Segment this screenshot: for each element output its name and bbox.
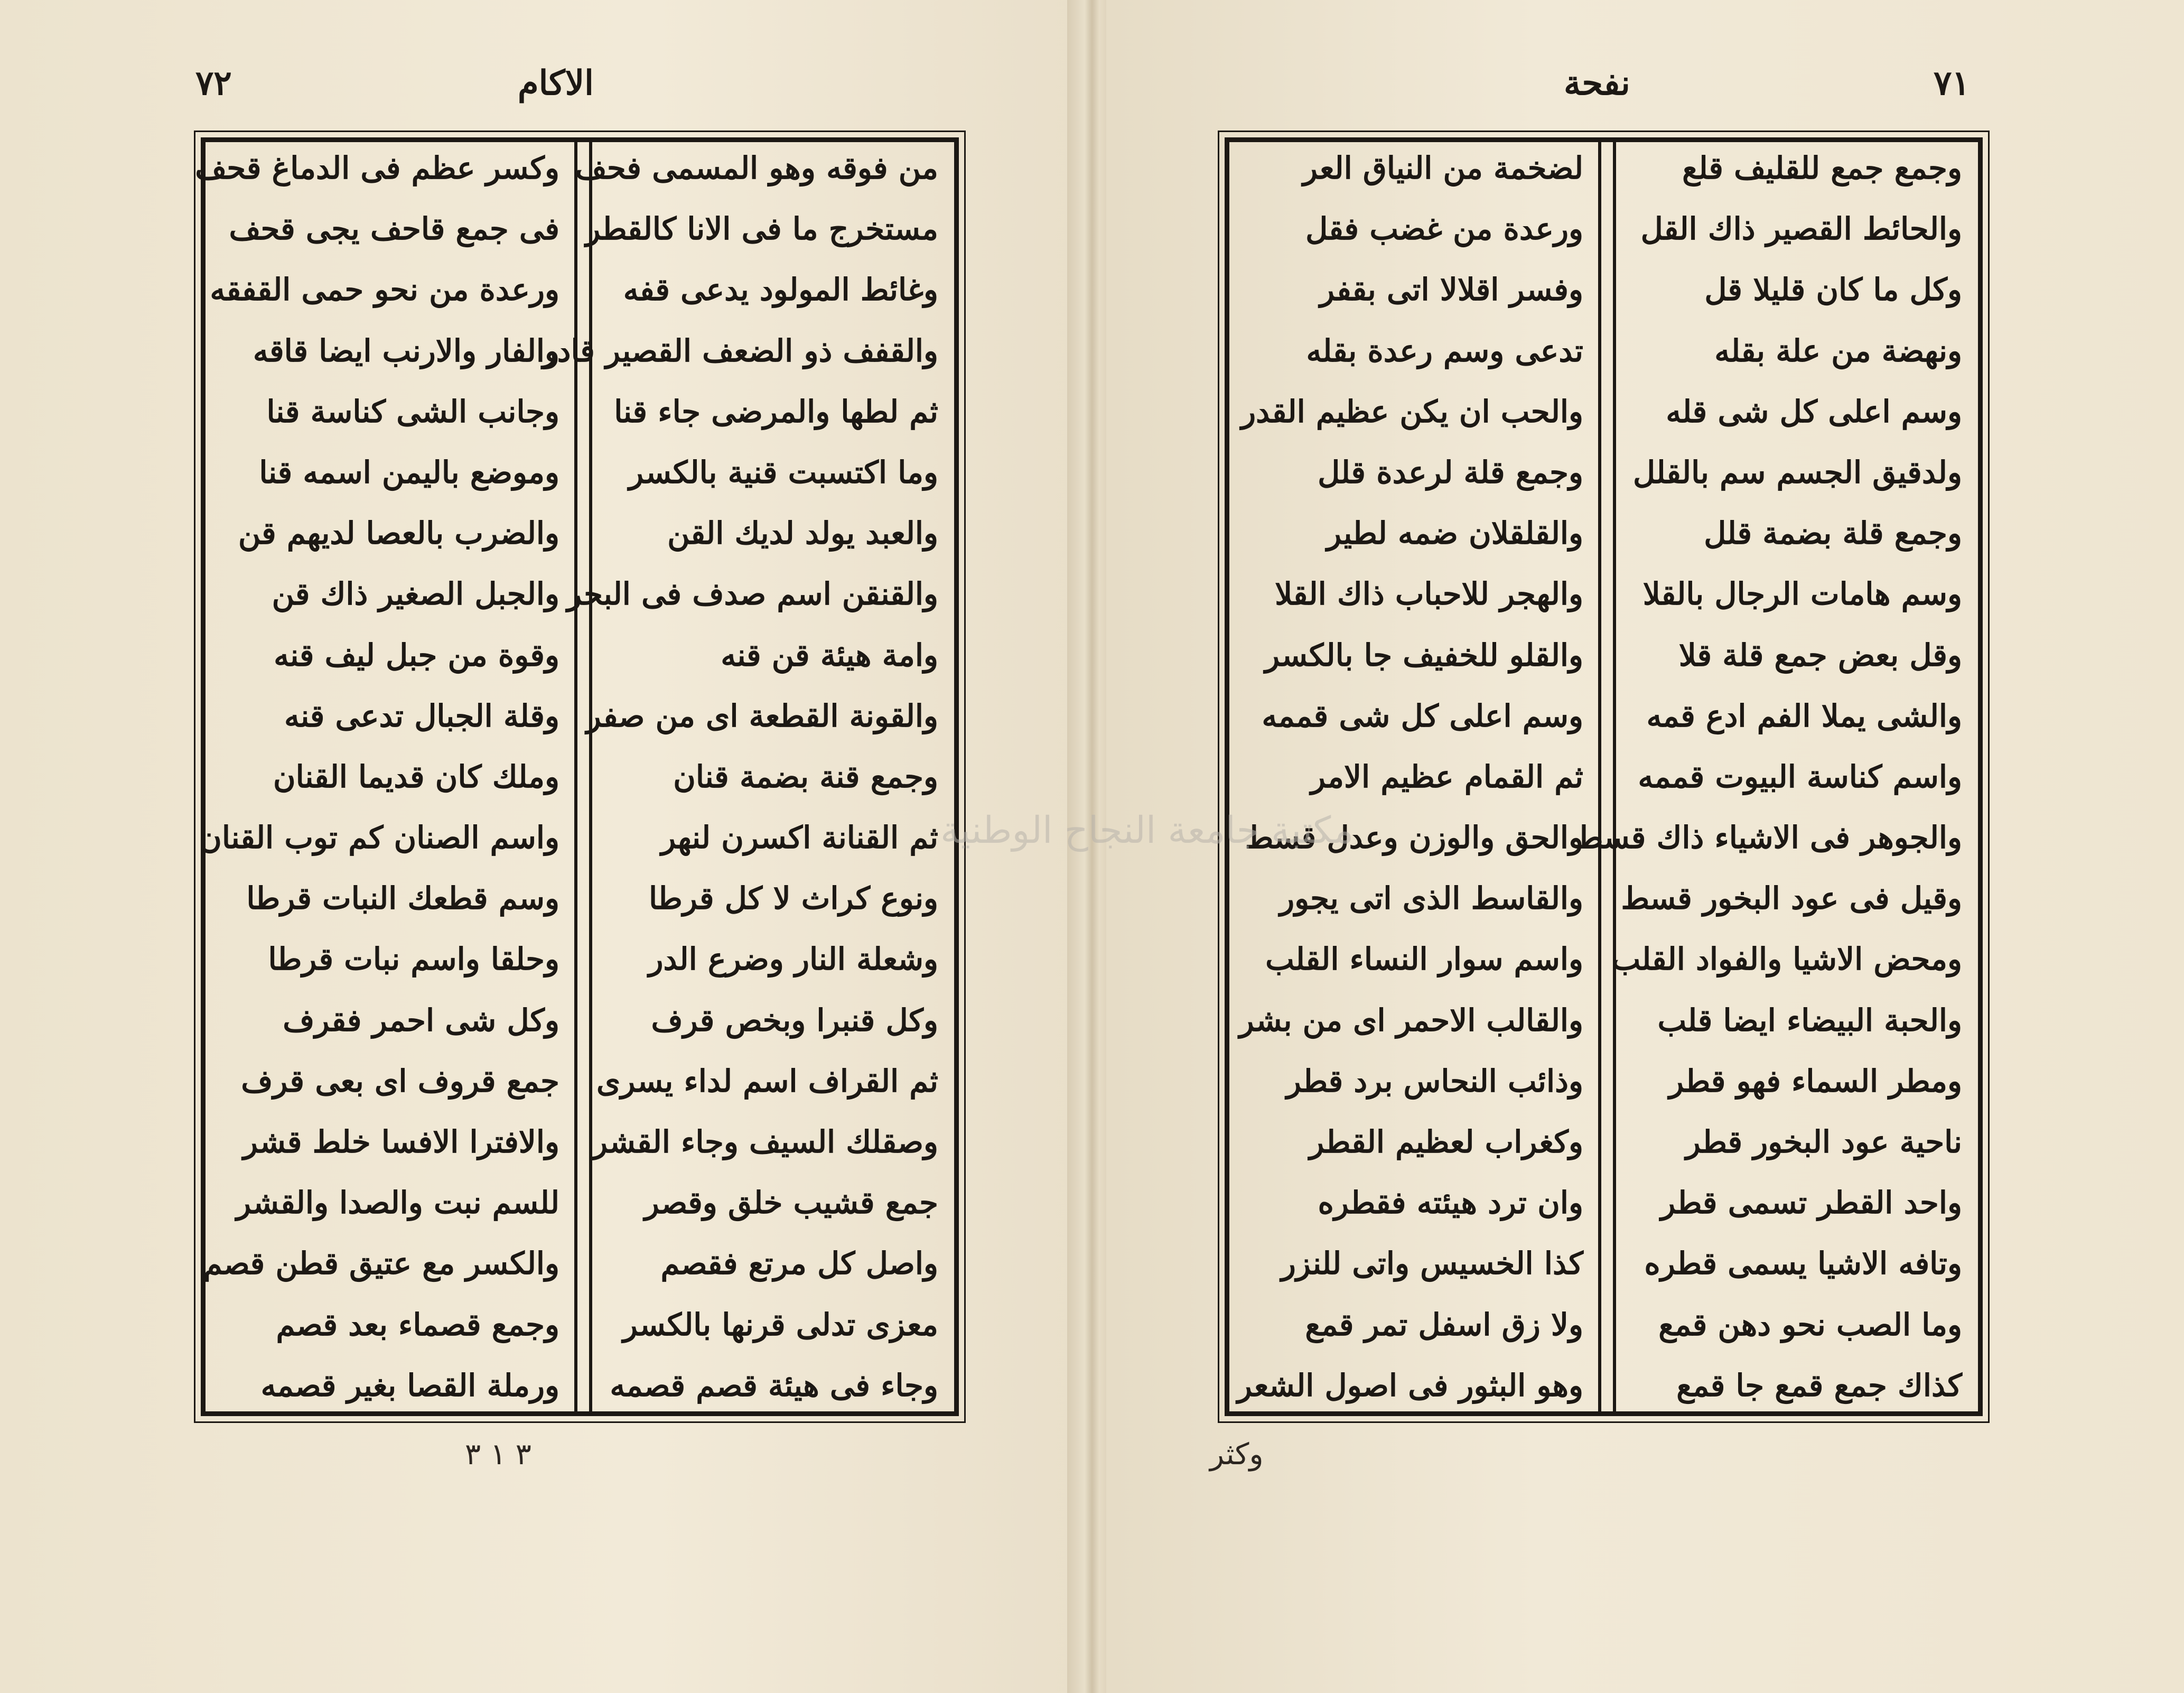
- text-line: معزى تدلى قرنها بالكسر: [622, 1306, 938, 1343]
- text-line: والكسر مع عتيق قطن قصم: [203, 1245, 559, 1282]
- text-line: مستخرج ما فى الانا كالقطر: [585, 211, 938, 247]
- text-line: وجانب الشى كناسة قنا: [266, 393, 559, 430]
- text-line: ونهضة من علة بقله: [1714, 332, 1962, 369]
- text-line: وسم قطعك النبات قرطا: [246, 880, 559, 917]
- text-line: كذاك جمع قمع جا قمع: [1676, 1367, 1962, 1403]
- column-divider: [1598, 142, 1616, 1411]
- text-line: جمع قروف اى بعى قرف: [241, 1063, 559, 1099]
- text-line: ثم لطها والمرضى جاء قنا: [614, 393, 938, 430]
- text-line: وما الصب نحو دهن قمع: [1658, 1306, 1962, 1343]
- text-line: وكل شى احمر فقرف: [283, 1002, 559, 1038]
- text-line: والحائط القصير ذاك القل: [1640, 211, 1962, 247]
- text-line: وكل ما كان قليلا قل: [1704, 272, 1962, 308]
- text-line: وكغراب لعظيم القطر: [1309, 1124, 1583, 1160]
- text-line: ورعدة من نحو حمى القفقه: [210, 272, 559, 308]
- text-line: للسم نبت والصدا والقشر: [236, 1185, 559, 1221]
- text-line: ونوع كراث لا كل قرطا: [649, 880, 938, 917]
- text-line: وجمع جمع للقليف قلع: [1682, 150, 1962, 186]
- text-line: لضخمة من النياق العر: [1302, 150, 1583, 186]
- text-line: وقل بعض جمع قلة قلا: [1678, 637, 1962, 673]
- text-line: وامة هيئة قن قنه: [721, 637, 938, 673]
- text-line: وجمع قلة بضمة قلل: [1704, 515, 1962, 552]
- text-line: وسم اعلى كل شى قممه: [1262, 697, 1583, 734]
- text-line: وسم اعلى كل شى قله: [1666, 393, 1962, 430]
- text-line: وموضع باليمن اسمه قنا: [259, 454, 559, 490]
- text-line: جمع قشيب خلق وقصر: [644, 1185, 938, 1221]
- text-line: ناحية عود البخور قطر: [1685, 1124, 1962, 1160]
- text-line: والحب ان يكن عظيم القدر: [1241, 393, 1583, 430]
- text-line: وتافه الاشيا يسمى قطره: [1644, 1245, 1962, 1282]
- text-line: ومحض الاشيا والفواد القلب: [1611, 941, 1962, 978]
- text-line: وقوة من جبل ليف قنه: [274, 637, 559, 673]
- text-line: وملك كان قديما القنان: [273, 758, 559, 795]
- text-line: واسم الصنان كم توب القنان: [199, 820, 559, 856]
- text-line: والافترا الافسا خلط قشر: [242, 1124, 559, 1160]
- left-page-number: ٧٢: [195, 63, 232, 103]
- text-line: ولدقيق الجسم سم بالقلل: [1632, 454, 1962, 490]
- text-line: وكل قنبرا وبخص قرف: [651, 1002, 938, 1038]
- text-line: وما اكتسبت قنية بالكسر: [629, 454, 938, 490]
- text-line: واحد القطر تسمى قطر: [1660, 1185, 1962, 1221]
- text-line: والحق والوزن وعدل قسط: [1245, 820, 1583, 856]
- text-line: تدعى وسم رعدة بقله: [1306, 332, 1583, 369]
- text-line: وجمع قصماء بعد قصم: [276, 1306, 559, 1343]
- text-line: والقونة القطعة اى من صفر: [586, 697, 938, 734]
- text-line: وجمع قنة بضمة قنان: [673, 758, 938, 795]
- text-line: فى جمع قاحف يجى قحف: [229, 211, 559, 247]
- right-page-column-left: [1237, 150, 1583, 1403]
- library-watermark: مكتبة جامعة النجاح الوطنية: [940, 808, 1354, 852]
- text-line: ورعدة من غضب فقل: [1305, 211, 1583, 247]
- text-line: وغائط المولود يدعى قفه: [623, 272, 938, 308]
- left-text-frame: [195, 137, 959, 1416]
- left-page-footer-numbers: ٣ ١ ٣: [465, 1437, 531, 1472]
- text-line: والقلقلان ضمه لطير: [1327, 515, 1583, 552]
- text-line: ورملة القصا بغير قصمه: [260, 1367, 559, 1403]
- text-line: وقيل فى عود البخور قسط: [1621, 880, 1962, 917]
- text-line: والعبد يولد لديك القن: [667, 515, 938, 552]
- text-line: وسم هامات الرجال بالقلا: [1642, 576, 1962, 612]
- text-line: وفسر اقلالا اتى بقفر: [1319, 272, 1583, 308]
- text-line: وشعلة النار وضرع الدر: [648, 941, 938, 978]
- text-line: وحلقا واسم نبات قرطا: [268, 941, 559, 978]
- text-line: والفار والارنب ايضا قاقه: [253, 332, 559, 369]
- text-line: والقاسط الذى اتى يجور: [1280, 880, 1583, 917]
- text-line: واصل كل مرتع فقصم: [660, 1245, 938, 1282]
- text-line: وكسر عظم فى الدماغ قحف: [195, 150, 559, 186]
- right-page-title: نفحة: [1564, 63, 1630, 103]
- text-line: والجبل الصغير ذاك قن: [272, 576, 559, 612]
- text-line: والقنقن اسم صدف فى البحر: [567, 576, 938, 612]
- text-line: وان ترد هيئته فقطره: [1318, 1185, 1583, 1221]
- text-line: كذا الخسيس واتى للنزر: [1281, 1245, 1583, 1282]
- text-line: وقلة الجبال تدعى قنه: [284, 697, 559, 734]
- text-line: واسم سوار النساء القلب: [1265, 941, 1583, 978]
- right-text-frame: [1225, 137, 1983, 1416]
- right-page-column-right: [1574, 150, 1962, 1403]
- text-line: ثم القنانة اكسرن لنهر: [661, 820, 938, 856]
- text-line: والحبة البيضاء ايضا قلب: [1657, 1002, 1962, 1038]
- text-line: واسم كناسة البيوت قممه: [1638, 758, 1962, 795]
- text-line: وجمع قلة لرعدة قلل: [1318, 454, 1583, 490]
- right-page-number: ٧١: [1934, 63, 1970, 103]
- text-line: والقلو للخفيف جا بالكسر: [1265, 637, 1583, 673]
- text-line: ثم القراف اسم لداء يسرى: [596, 1063, 938, 1099]
- text-line: والجوهر فى الاشياء ذاك قسط: [1574, 820, 1962, 856]
- left-page-column-left: [195, 150, 559, 1403]
- left-page: [0, 0, 1078, 1693]
- text-line: من فوقه وهو المسمى فحف: [575, 150, 938, 186]
- text-line: وصقلك السيف وجاء القشر: [592, 1124, 938, 1160]
- text-line: وذائب النحاس برد قطر: [1286, 1063, 1583, 1099]
- text-line: والقفف ذو الضعف القصير قادر: [542, 332, 938, 369]
- right-page-catchword: وكثر: [1210, 1437, 1264, 1472]
- text-line: ولا زق اسفل تمر قمع: [1305, 1306, 1583, 1343]
- text-line: والهجر للاحباب ذاك القلا: [1275, 576, 1583, 612]
- text-line: ثم القمام عظيم الامر: [1310, 758, 1583, 795]
- text-line: والشى يملا الفم ادع قمه: [1646, 697, 1962, 734]
- left-page-title: الاكام: [518, 63, 594, 103]
- text-line: والقالب الاحمر اى من بشر: [1239, 1002, 1583, 1038]
- text-line: ومطر السماء فهو قطر: [1669, 1063, 1962, 1099]
- text-line: وجاء فى هيئة قصم قصمه: [610, 1367, 938, 1403]
- text-line: وهو البثور فى اصول الشعر: [1237, 1367, 1583, 1403]
- left-page-column-right: [542, 150, 938, 1403]
- text-line: والضرب بالعصا لديهم قن: [238, 515, 559, 552]
